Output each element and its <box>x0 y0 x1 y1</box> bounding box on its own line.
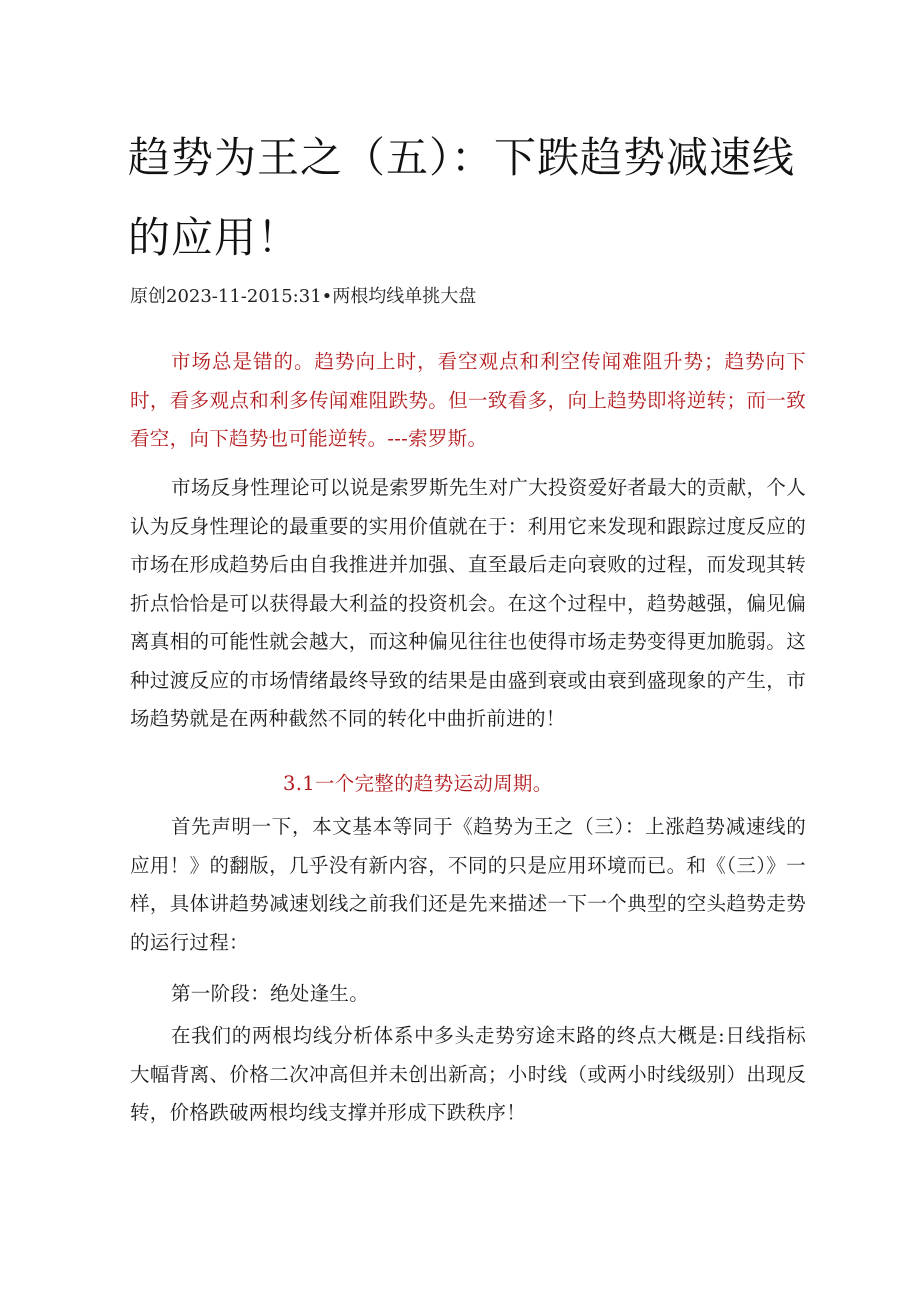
soros-quote: 市场总是错的。趋势向上时，看空观点和利空传闻难阻升势；趋势向下时，看多观点和利多传闻难阻跌势。但一致看多，向上趋势即将逆转；而一致看空，向下趋势也可能逆转。---索罗斯。 <box>130 350 806 450</box>
paragraph-intro: 首先声明一下，本文基本等同于《趋势为王之（三）：上涨趋势减速线的应用！》的翻版，几乎没有新内容，不同的只是应用环境而已。和《（三）》一样，具体讲趋势减速划线之前我们还是先来描述一下一个典型的空头趋势走势的运行过程： <box>130 815 806 954</box>
article-meta: 原创2023-11-2015:31•两根均线单挑大盘 <box>130 286 477 307</box>
paragraph-stage-one-detail: 在我们的两根均线分析体系中多头走势穷途末路的终点大概是:日线指标大幅背离、价格二次冲高但并未创出新高；小时线（或两小时线级别）出现反转，价格跌破两根均线支撑并形成下跌秩序！ <box>130 1024 806 1124</box>
article-title: 趋势为王之（五）：下跌趋势减速线的应用！ <box>128 133 796 262</box>
paragraph-reflexivity: 市场反身性理论可以说是索罗斯先生对广大投资爱好者最大的贡献，个人认为反身性理论的最重要的实用价值就在于：利用它来发现和跟踪过度反应的市场在形成趋势后由自我推进并加强、直至最后走向衰败的过程，而发现其转折点恰恰是可以获得最大利益的投资机会。在这个过程中，趋势越强，偏见偏离真相的可能性就会越大，而这种偏见往往也使得市场走势变得更加脆弱。这种过渡反应的市场情绪最终导致的结果是由盛到衰或由衰到盛现象的产生，市场趋势就是在两种截然不同的转化中曲折前进的！ <box>130 476 806 730</box>
section-heading: 3.1一个完整的趋势运动周期。 <box>283 772 553 795</box>
paragraph-stage-one: 第一阶段：绝处逢生。 <box>171 982 370 1005</box>
